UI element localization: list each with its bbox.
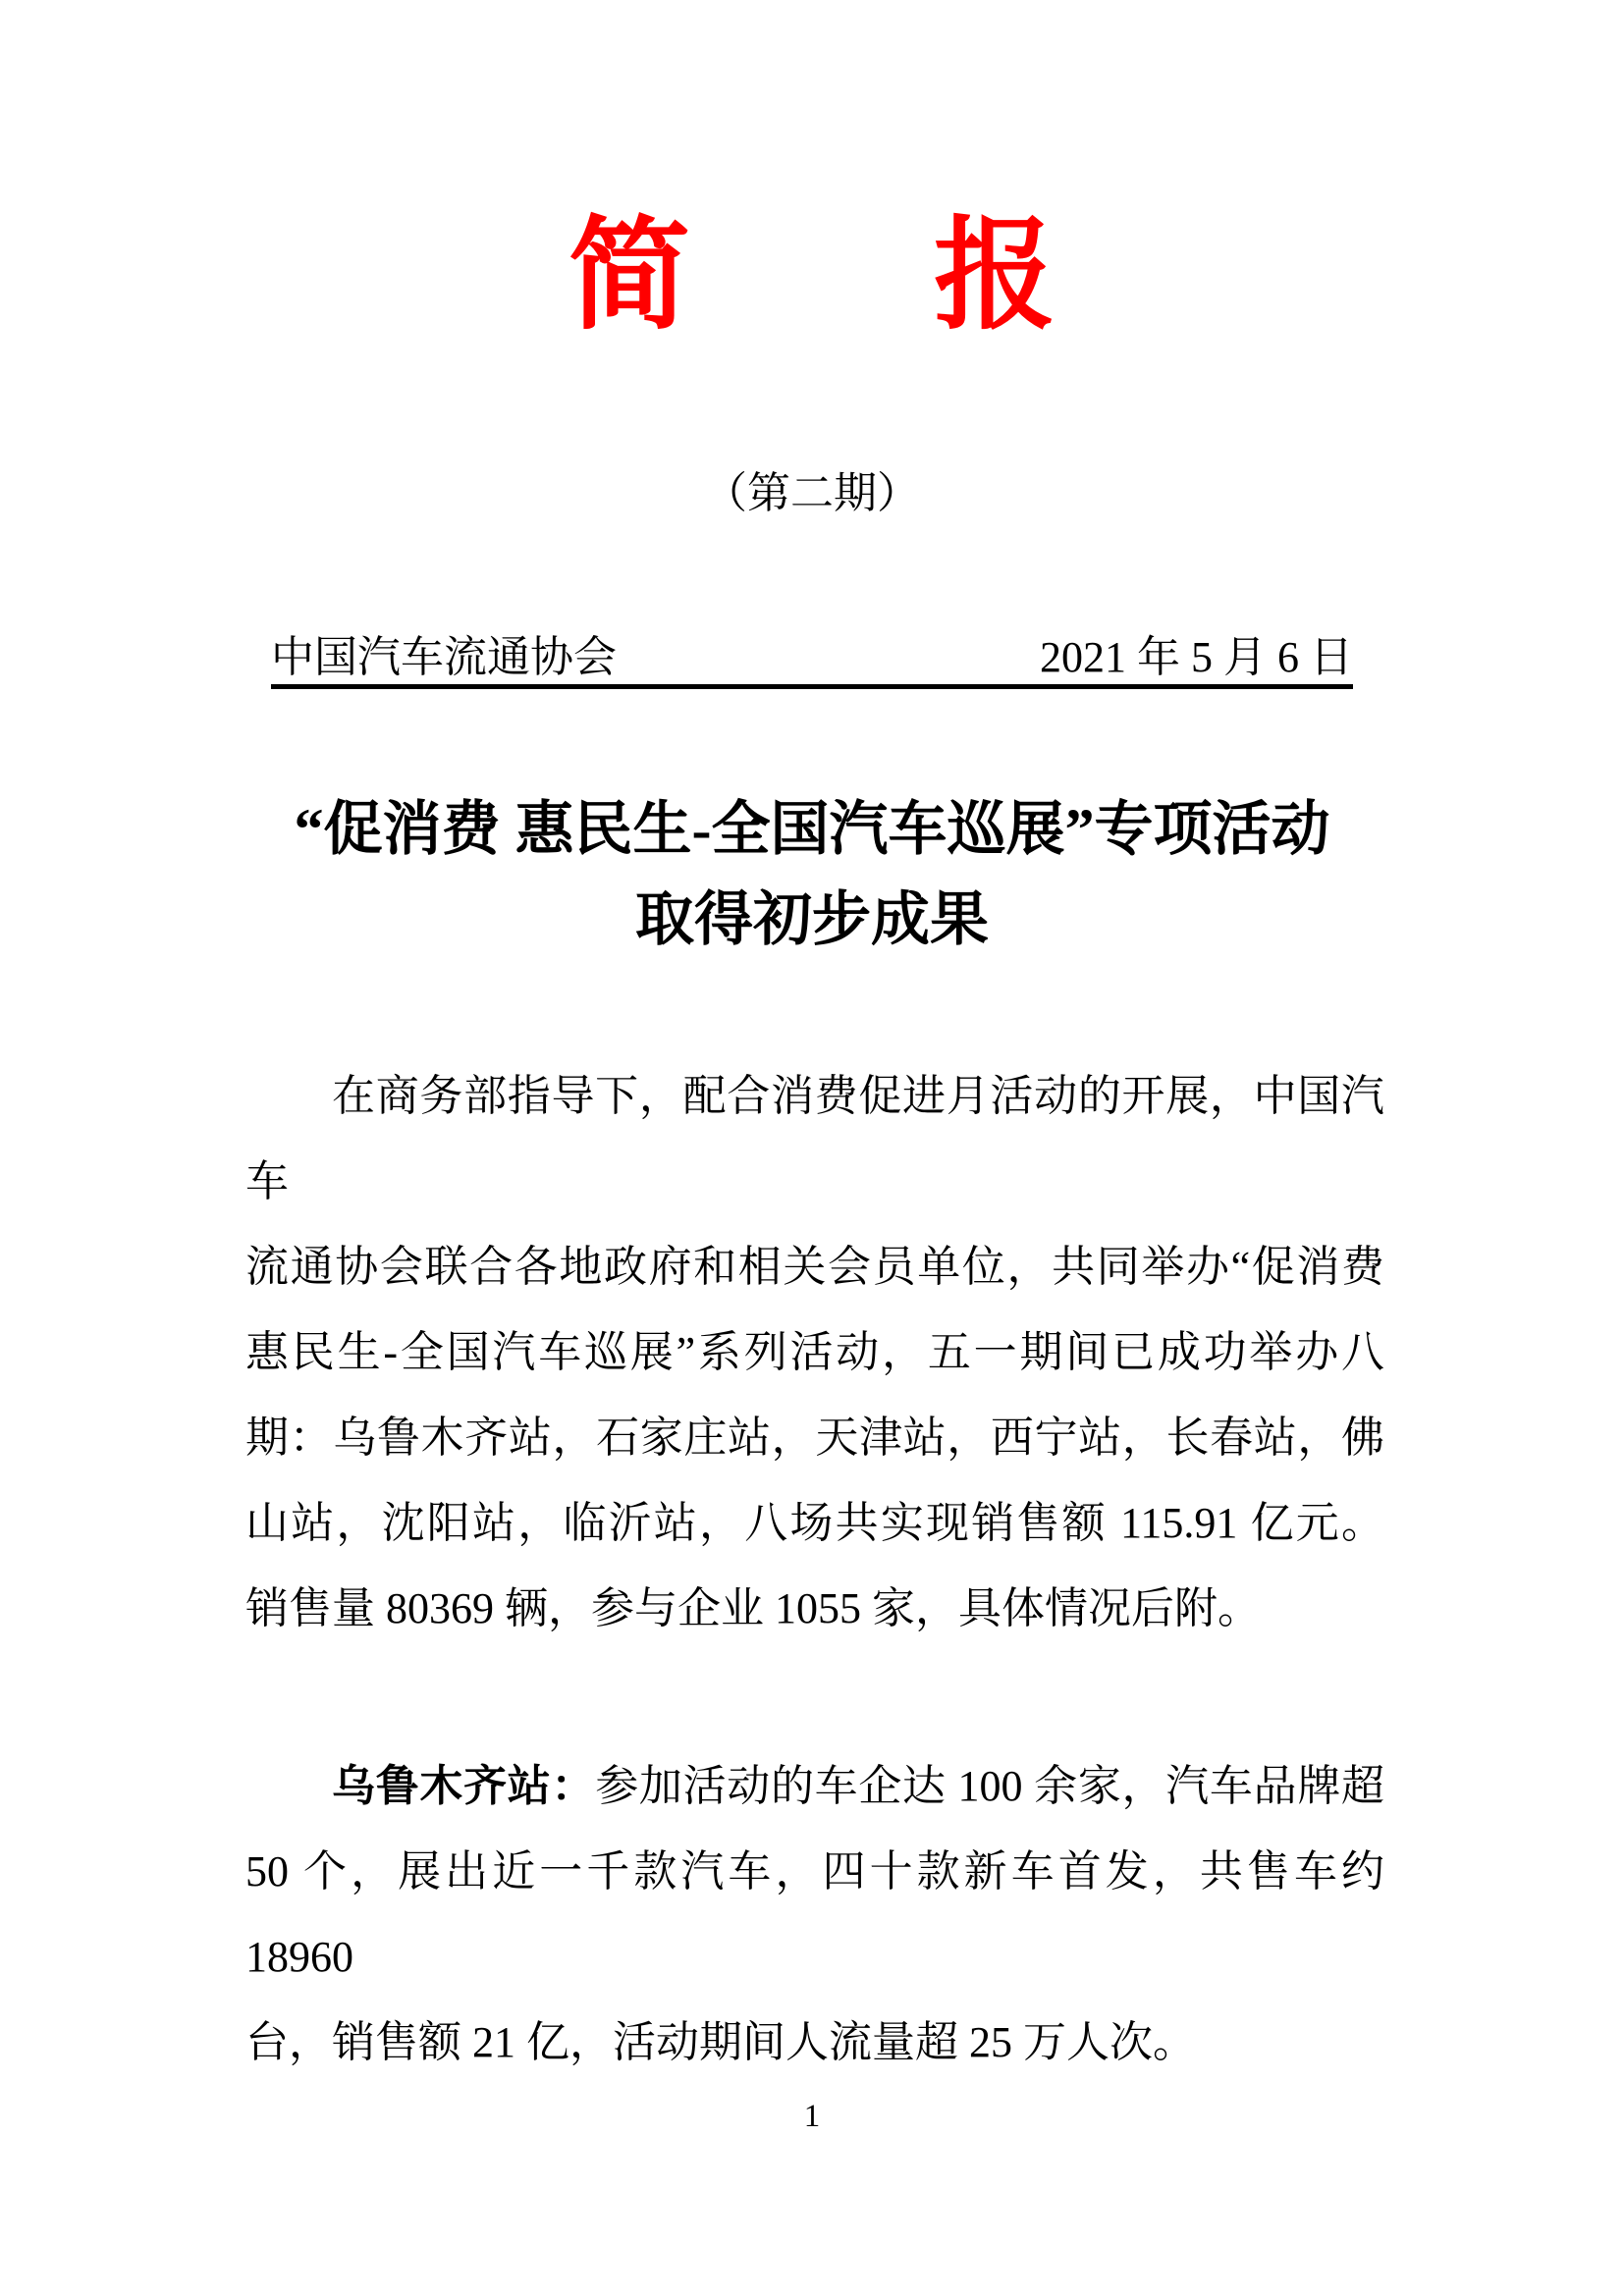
text-line: 惠民生-全国汽车巡展”系列活动，五一期间已成功举办八 [245,1328,1384,1376]
headline-line-1: “促消费 惠民生-全国汽车巡展”专项活动 [294,797,1330,862]
paragraph-summary [245,1053,1384,1651]
paragraph-urumqi [245,1743,1384,2085]
text-line: 山站，沈阳站，临沂站，八场共实现销售额 115.91 亿元。 [245,1499,1384,1547]
page-number: 1 [803,2099,821,2134]
org-name: 中国汽车流通协会 [271,633,617,681]
issue-date: 2021 年 5 月 6 日 [1040,633,1353,681]
issue-number: （第二期） [704,469,920,517]
text-line: 在商务部指导下，配合消费促进月活动的开展，中国汽车 [245,1072,1384,1205]
paragraph-urumqi-continued [245,1829,1384,2085]
station-text: 参加活动的车企达 100 余家，汽车品牌超 [595,1762,1385,1810]
text-line: 50 个，展出近一千款汽车，四十款新车首发，共售车约 18960 [245,1847,1384,1981]
station-label: 乌鲁木齐站： [332,1762,596,1810]
article-body [245,1053,1384,2085]
text-line: 流通协会联合各地政府和相关会员单位，共同举办“促消费 [245,1243,1384,1291]
headline-line-2: 取得初步成果 [635,887,989,952]
text-line: 台，销售额 21 亿，活动期间人流量超 25 万人次。 [245,2018,1196,2066]
text-line: 销售量 80369 辆，参与企业 1055 家，具体情况后附。 [245,1584,1261,1632]
article-headline [0,784,1624,965]
page-title: 简 报 [568,209,1056,344]
text-line [245,1743,1384,1829]
masthead-row [271,633,1353,689]
text-line: 期：乌鲁木齐站，石家庄站，天津站，西宁站，长春站，佛 [245,1414,1384,1462]
